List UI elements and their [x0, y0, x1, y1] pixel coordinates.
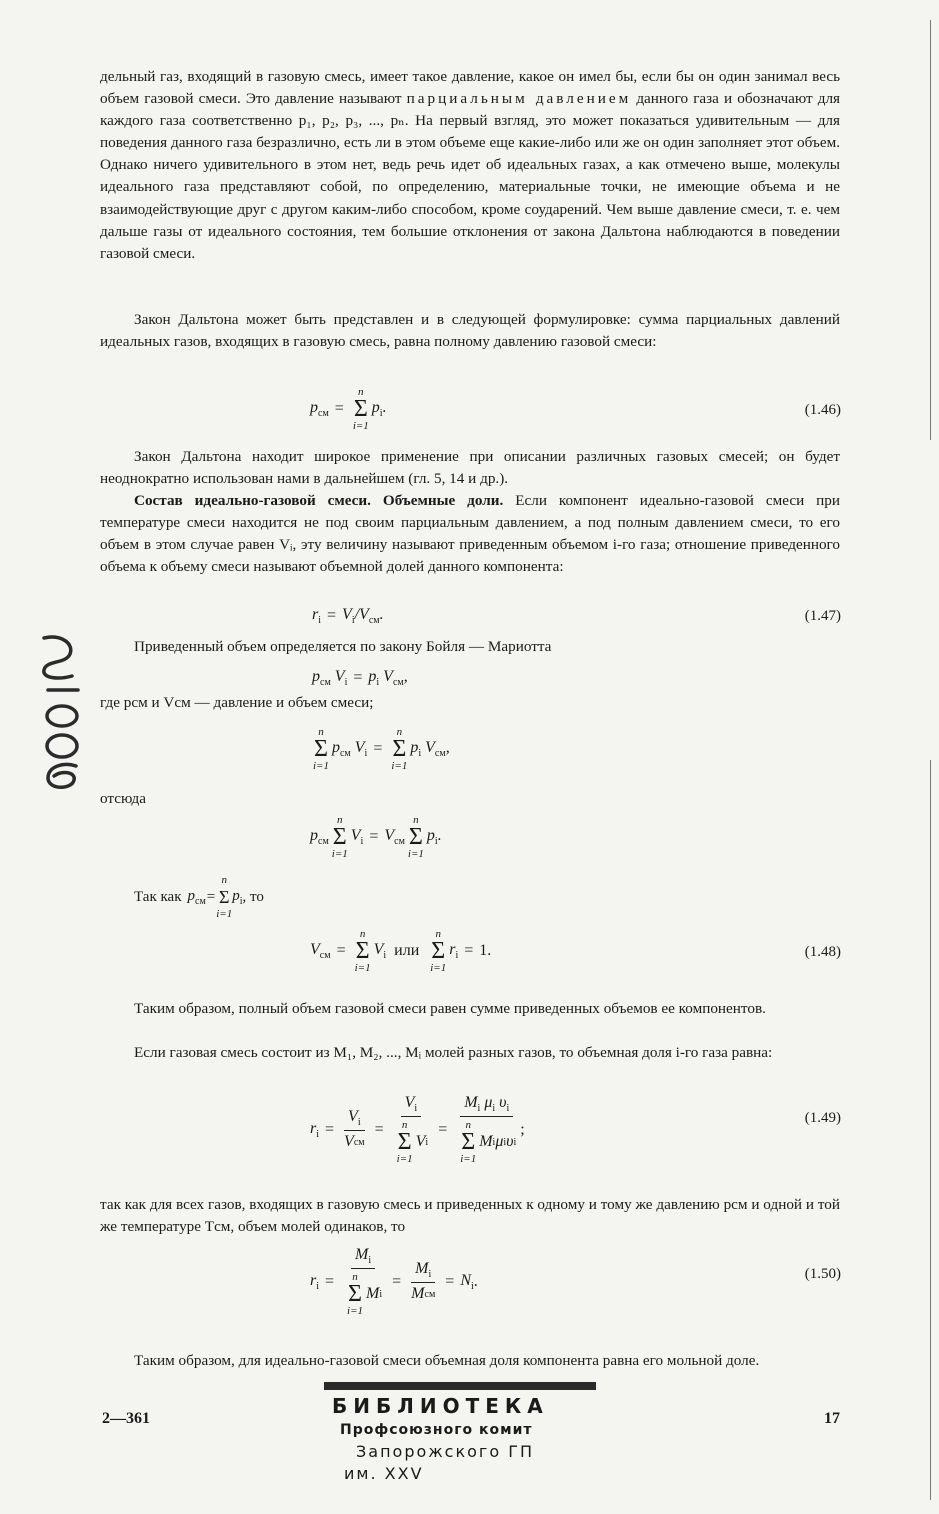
- paragraph-hence: отсюда: [100, 790, 146, 807]
- paragraph-dalton-intro: дельный газ, входящий в газовую смесь, имеет такое давление, какое он имел бы, если бы он один занимал весь объем газовой смеси. Это давление называют парциальным давлением данного газа и обозначают для каждого газа соответственно p₁, p₂, p₃, ..., pₙ. На первый взгляд, это может показаться удивительным — для поведения данного газа безразлично, есть ли в этом объеме еще какие-либо или же он один заполняет этот объем. Однако ничего удивительного в этом нет, ведь речь идет об идеальных газах, а как отмечено выше, молекулы идеального газа представляют собой, по определению, материальные точки, не имеющие объема и не взаимодействующие друг с другом каким-либо способом, кроме соударений. Чем выше давление смеси, т. е. чем дальше газы от идеального состояния, тем большие отклонения от закона Дальтона наблюдаются в поведении газовой смеси.: [100, 68, 841, 262]
- signature-mark: 2—361: [102, 1410, 150, 1427]
- paragraph-volume-fractions: Состав идеально-газовой смеси. Объемные доли. Если компонент идеально-газовой смеси при температуре смеси находится не под своим парциальным давлением, а под полным давлением смеси, то его объем в этом случае равен Vᵢ, эту величину называют приведенным объемом i-го газа; отношение приведенного объема к объему смеси называют объемной долей данного компонента:: [100, 492, 841, 576]
- stamp-line-1: БИБЛИОТЕКА: [332, 1394, 549, 1418]
- equation-number: (1.49): [804, 1110, 841, 1126]
- scan-edge-line: [930, 760, 931, 1500]
- book-page: дельный газ, входящий в газовую смесь, имеет такое давление, какое он имел бы, если бы он один занимал весь объем газовой смеси. Это давление называют парциальным давлением данного газа и обозначают для каждого газа соответственно p₁, p₂, p₃, ..., pₙ. На первый взгляд, это может показаться удивительным — для поведения данного газа безразлично, есть ли в этом объеме еще какие-либо или же он один заполняет этот объем. Однако ничего удивительного в этом нет, ведь речь идет об идеальных газах, а как отмечено выше, молекулы идеального газа представляют собой, по определению, материальные точки, не имеющие объема и не взаимодействующие друг с другом каким-либо способом, кроме соударений. Чем выше давление смеси, т. е. чем дальше газы от идеального состояния, тем большие отклонения от закона Дальтона наблюдаются в поведении газовой смеси. Закон Дальтона может быть представлен и в следующей формулировке: сумма парциальных давлений идеальных газов, входящих в газовую смесь, равна полному давлению газовой смеси: $p_{см}$ = n Σ i=1 $p_i$. (1.46) Закон Дальтона находит широкое применение при описании различных газовых смесей; он будет неоднократно использован нами в дальнейшем (гл. 5, 14 и др.). Состав идеально-газовой смеси. Объемные доли. Если компонент идеально-газовой смеси при температуре смеси находится не под своим парциальным давлением, а под полным давлением смеси, то его объем в этом случае равен Vᵢ, эту величину называют приведенным объемом i-го газа; отношение приведенного объема к объему смеси называют объемной долей данного компонента: $r_i$ = $V_i/V_{см}$. (1.47) Приведенный объем определяется по закону Бойля — Мариотта $p_{см}$ $V_i$ = $p_i$ $V_{см}$, где pсм и Vсм — давление и объем смеси; n Σ i=1 $p_{см}$ $V_i$ = n Σ i=1 $p_i$ $V_{см}$, отсюда $p_{см}$ n Σ i=1 $V_i$ = $V_{см}$ n Σ i=1 $p_i$. Так как $p_{см}$ = n Σ i=1 $p_i$ , то $V_{см}$ = n Σ i=1 $V_i$ или n Σ i=1 $r_i$ = 1. (1.48) Таким образом, полный объем газовой смеси равен сумме приведенных объемов ее компонентов. Если газовая смесь состоит из M₁, M₂, ..., Mᵢ молей разных газов, то объемная доля i-го газа равна: $r_i$ = $V_i$ V см = $V_i$ n Σ i=1 V i = $M_i$ $\mu_i$ $\upsilon_i$ n Σ i=1 M i μ i υ i ; (1.49) так как для всех газов, входящих в газовую смесь и приведенных к одному и тому же давлению pсм и одной и той же температуре Tсм, объем молей одинаков, то $r_i$ = $M_i$ n Σ i=1 M i = $M_i$ M см = $N_i$ . (1.50) Таким образом, для идеально-газовой смеси объемная доля компонента равна его мольной доле. БИБЛИОТЕКА Профсоюзного комит Запорожского ГП им. XXV 2—361 17: [0, 0, 939, 1514]
- stamp-line-4: им. XXV: [344, 1464, 424, 1483]
- stamp-line-2: Профсоюзного комит: [340, 1422, 533, 1438]
- equation-number: (1.47): [804, 608, 841, 624]
- page-number: 17: [824, 1410, 840, 1427]
- equation-number: (1.46): [804, 402, 841, 418]
- paragraph-boyle-mariotte: Приведенный объем определяется по закону Бойля — Мариотта: [134, 638, 552, 655]
- scan-edge-line: [930, 20, 931, 440]
- library-stamp: [322, 1378, 602, 1498]
- paragraph-moles: Если газовая смесь состоит из M₁, M₂, ..., Mᵢ молей разных газов, то объемная доля i-го газа равна:: [134, 1044, 773, 1061]
- paragraph-dalton-law: Закон Дальтона может быть представлен и в следующей формулировке: сумма парциальных давлений идеальных газов, входящих в газовую смесь, равна полному давлению газовой смеси:: [100, 311, 840, 351]
- paragraph-total-volume: Таким образом, полный объем газовой смеси равен сумме приведенных объемов ее компонентов.: [134, 1000, 766, 1017]
- handwritten-margin-note: [32, 630, 92, 800]
- paragraph-conclusion: Таким образом, для идеально-газовой смеси объемная доля компонента равна его мольной доле.: [134, 1352, 760, 1369]
- paragraph-same-volume: так как для всех газов, входящих в газовую смесь и приведенных к одному и тому же давлению pсм и одной и той же температуре Tсм, объем молей одинаков, то: [100, 1196, 840, 1236]
- stamp-line-3: Запорожского ГП: [356, 1442, 534, 1461]
- equation-number: (1.48): [804, 944, 841, 960]
- handwriting-s1006-icon: [32, 630, 92, 800]
- paragraph-dalton-application: Закон Дальтона находит широкое применение при описании различных газовых смесей; он будет неоднократно использован нами в дальнейшем (гл. 5, 14 и др.).: [100, 448, 840, 488]
- equation-number: (1.50): [804, 1266, 841, 1282]
- paragraph-where: где pсм и Vсм — давление и объем смеси;: [100, 694, 374, 711]
